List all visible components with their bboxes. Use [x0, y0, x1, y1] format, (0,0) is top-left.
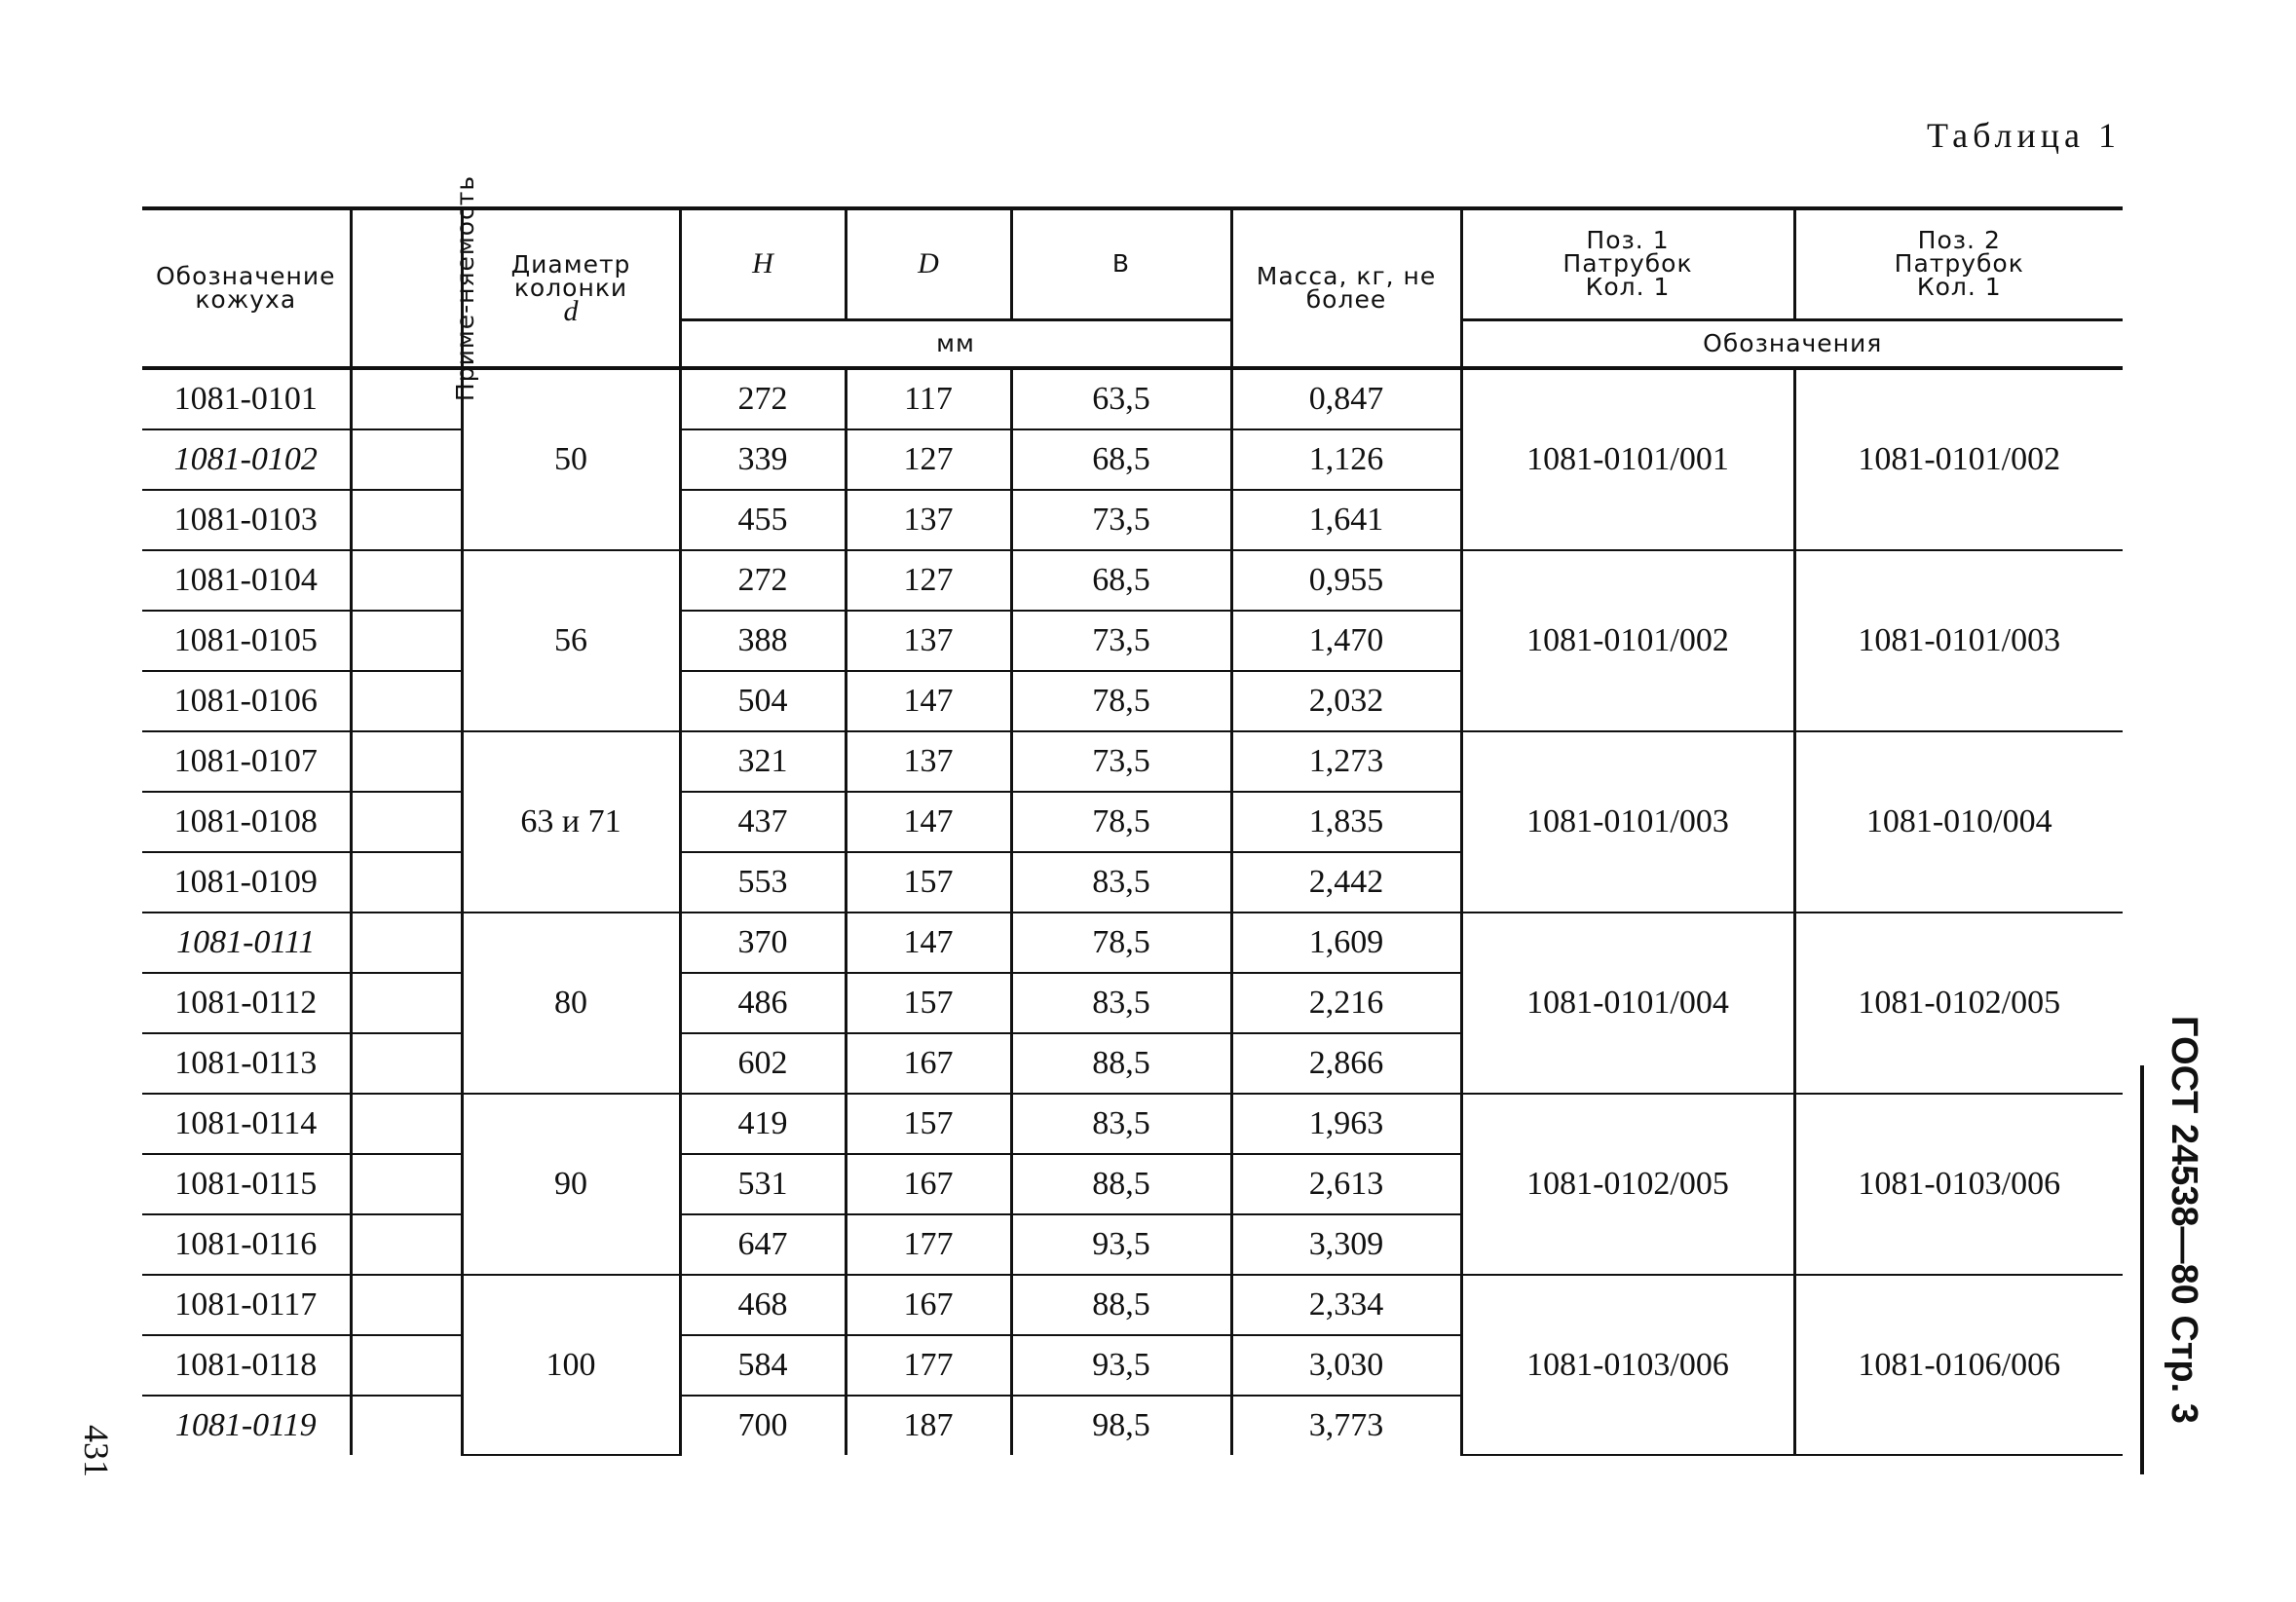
cell-applicability [351, 490, 462, 550]
cell-pos1: 1081-0101/004 [1461, 913, 1794, 1094]
cell-b: 93,5 [1011, 1214, 1231, 1275]
cell-mass: 3,030 [1231, 1335, 1461, 1396]
table-row [142, 731, 2123, 792]
cell-pos1: 1081-0103/006 [1461, 1275, 1794, 1455]
header-pos2-qty: Кол. 1 [1916, 273, 2002, 302]
cell-b: 88,5 [1011, 1154, 1231, 1214]
cell-designation: 1081-0108 [142, 792, 351, 852]
cell-mass: 1,273 [1231, 731, 1461, 792]
cell-pos1: 1081-0102/005 [1461, 1094, 1794, 1275]
cell-pos1: 1081-0101/001 [1461, 368, 1794, 550]
cell-d: 147 [846, 792, 1011, 852]
cell-applicability [351, 1335, 462, 1396]
cell-mass: 0,955 [1231, 550, 1461, 611]
cell-applicability [351, 1214, 462, 1275]
cell-pos1: 1081-0101/002 [1461, 550, 1794, 731]
cell-d: 137 [846, 490, 1011, 550]
table-caption: Таблица 1 [1927, 116, 2121, 155]
table-row [142, 1094, 2123, 1154]
cell-d: 157 [846, 1094, 1011, 1154]
cell-designation: 1081-0103 [142, 490, 351, 550]
cell-mass: 1,835 [1231, 792, 1461, 852]
cell-d: 167 [846, 1275, 1011, 1335]
cell-designation: 1081-0109 [142, 852, 351, 913]
cell-d: 167 [846, 1154, 1011, 1214]
cell-h: 647 [680, 1214, 846, 1275]
cell-applicability [351, 1033, 462, 1094]
cell-b: 88,5 [1011, 1033, 1231, 1094]
cell-d: 137 [846, 731, 1011, 792]
cell-applicability [351, 1094, 462, 1154]
header-mass: Масса, кг, не более [1231, 210, 1461, 368]
cell-diameter: 100 [462, 1275, 680, 1455]
cell-h: 531 [680, 1154, 846, 1214]
cell-d: 137 [846, 611, 1011, 671]
cell-designation: 1081-0113 [142, 1033, 351, 1094]
cell-applicability [351, 550, 462, 611]
cell-d: 157 [846, 852, 1011, 913]
cell-mass: 2,216 [1231, 973, 1461, 1033]
cell-h: 504 [680, 671, 846, 731]
header-units: мм [680, 319, 1231, 368]
cell-applicability [351, 852, 462, 913]
cell-mass: 1,609 [1231, 913, 1461, 973]
cell-pos2: 1081-0101/002 [1794, 368, 2123, 550]
cell-h: 700 [680, 1396, 846, 1455]
cell-applicability [351, 1396, 462, 1455]
cell-d: 187 [846, 1396, 1011, 1455]
header-h: H [680, 210, 846, 319]
cell-pos2: 1081-0103/006 [1794, 1094, 2123, 1275]
header-d: D [846, 210, 1011, 319]
cell-pos2: 1081-0106/006 [1794, 1275, 2123, 1455]
header-diameter-text: Диаметр колонки [510, 250, 631, 302]
cell-mass: 3,773 [1231, 1396, 1461, 1455]
cell-pos1: 1081-0101/003 [1461, 731, 1794, 913]
cell-applicability [351, 429, 462, 490]
cell-designation: 1081-0119 [174, 1407, 317, 1443]
cell-designation: 1081-0115 [142, 1154, 351, 1214]
cell-d: 167 [846, 1033, 1011, 1094]
cell-b: 93,5 [1011, 1335, 1231, 1396]
cell-diameter: 90 [462, 1094, 680, 1275]
cell-d: 127 [846, 550, 1011, 611]
cell-applicability [351, 671, 462, 731]
header-applicability [351, 174, 479, 402]
cell-applicability [351, 1275, 462, 1335]
table-row [142, 913, 2123, 973]
cell-h: 468 [680, 1275, 846, 1335]
cell-h: 388 [680, 611, 846, 671]
header-diameter [462, 210, 680, 368]
cell-mass: 2,442 [1231, 852, 1461, 913]
cell-b: 73,5 [1011, 490, 1231, 550]
cell-designation: 1081-0117 [142, 1275, 351, 1335]
cell-b: 83,5 [1011, 852, 1231, 913]
cell-h: 455 [680, 490, 846, 550]
cell-pos2: 1081-010/004 [1794, 731, 2123, 913]
cell-d: 157 [846, 973, 1011, 1033]
header-pos1-name: Патрубок [1562, 249, 1693, 279]
cell-diameter: 56 [462, 550, 680, 731]
cell-designation: 1081-0102 [142, 429, 351, 490]
running-head-rule [2140, 1065, 2144, 1474]
cell-applicability [351, 731, 462, 792]
cell-b: 63,5 [1011, 368, 1231, 429]
cell-b: 73,5 [1011, 611, 1231, 671]
cell-applicability [351, 1154, 462, 1214]
cell-designation: 1081-0112 [142, 973, 351, 1033]
header-designation: Обозначение кожуха [142, 210, 351, 368]
cell-designation: 1081-0116 [142, 1214, 351, 1275]
header-pos1-title: Поз. 1 [1586, 226, 1670, 255]
cell-diameter: 50 [462, 368, 680, 550]
cell-mass: 2,032 [1231, 671, 1461, 731]
table-row [142, 368, 2123, 429]
cell-d: 147 [846, 671, 1011, 731]
cell-mass: 2,866 [1231, 1033, 1461, 1094]
cell-h: 553 [680, 852, 846, 913]
cell-mass: 1,470 [1231, 611, 1461, 671]
cell-mass: 1,963 [1231, 1094, 1461, 1154]
cell-designation: 1081-0101 [142, 368, 351, 429]
cell-h: 321 [680, 731, 846, 792]
cell-b: 83,5 [1011, 973, 1231, 1033]
cell-h: 272 [680, 368, 846, 429]
header-pos1-qty: Кол. 1 [1585, 273, 1671, 302]
cell-mass: 2,334 [1231, 1275, 1461, 1335]
cell-d: 127 [846, 429, 1011, 490]
table-body [142, 368, 2123, 1455]
cell-b: 78,5 [1011, 913, 1231, 973]
header-designations: Обозначения [1461, 319, 2123, 368]
table-row [142, 550, 2123, 611]
cell-b: 73,5 [1011, 731, 1231, 792]
cell-designation: 1081-0118 [142, 1335, 351, 1396]
cell-mass: 0,847 [1231, 368, 1461, 429]
cell-designation: 1081-0104 [142, 550, 351, 611]
cell-b: 68,5 [1011, 550, 1231, 611]
cell-b: 98,5 [1011, 1396, 1231, 1455]
header-pos2 [1794, 210, 2123, 319]
cell-applicability [351, 368, 462, 429]
cell-mass: 1,641 [1231, 490, 1461, 550]
header-pos1 [1461, 210, 1794, 319]
cell-mass: 3,309 [1231, 1214, 1461, 1275]
header-pos2-title: Поз. 2 [1917, 226, 2001, 255]
table-row [142, 1275, 2123, 1335]
cell-d: 177 [846, 1335, 1011, 1396]
cell-mass: 1,126 [1231, 429, 1461, 490]
cell-h: 419 [680, 1094, 846, 1154]
cell-designation: 1081-0111 [142, 913, 351, 973]
cell-h: 437 [680, 792, 846, 852]
cell-pos2: 1081-0101/003 [1794, 550, 2123, 731]
cell-b: 78,5 [1011, 792, 1231, 852]
cell-applicability [351, 611, 462, 671]
cell-d: 117 [846, 368, 1011, 429]
cell-b: 78,5 [1011, 671, 1231, 731]
cell-h: 272 [680, 550, 846, 611]
cell-mass: 2,613 [1231, 1154, 1461, 1214]
cell-d: 177 [846, 1214, 1011, 1275]
cell-applicability [351, 792, 462, 852]
cell-designation: 1081-0106 [142, 671, 351, 731]
header-diameter-symbol: d [563, 295, 579, 327]
cell-h: 339 [680, 429, 846, 490]
cell-diameter: 63 и 71 [462, 731, 680, 913]
specification-table [142, 174, 2123, 1456]
cell-designation: 1081-0105 [142, 611, 351, 671]
cell-designation: 1081-0107 [142, 731, 351, 792]
cell-h: 486 [680, 973, 846, 1033]
header-applicability-text: Приме-няемость [450, 174, 479, 402]
cell-pos2: 1081-0102/005 [1794, 913, 2123, 1094]
cell-b: 68,5 [1011, 429, 1231, 490]
cell-h: 602 [680, 1033, 846, 1094]
cell-b: 83,5 [1011, 1094, 1231, 1154]
cell-h: 584 [680, 1335, 846, 1396]
cell-applicability [351, 913, 462, 973]
cell-applicability [351, 973, 462, 1033]
page-number: 431 [77, 1425, 116, 1477]
cell-d: 147 [846, 913, 1011, 973]
cell-b: 88,5 [1011, 1275, 1231, 1335]
running-head: ГОСТ 24538—80 Стр. 3 [2164, 1016, 2204, 1424]
header-pos2-name: Патрубок [1894, 249, 2024, 279]
cell-designation: 1081-0114 [142, 1094, 351, 1154]
cell-h: 370 [680, 913, 846, 973]
cell-diameter: 80 [462, 913, 680, 1094]
header-b: B [1011, 210, 1231, 319]
